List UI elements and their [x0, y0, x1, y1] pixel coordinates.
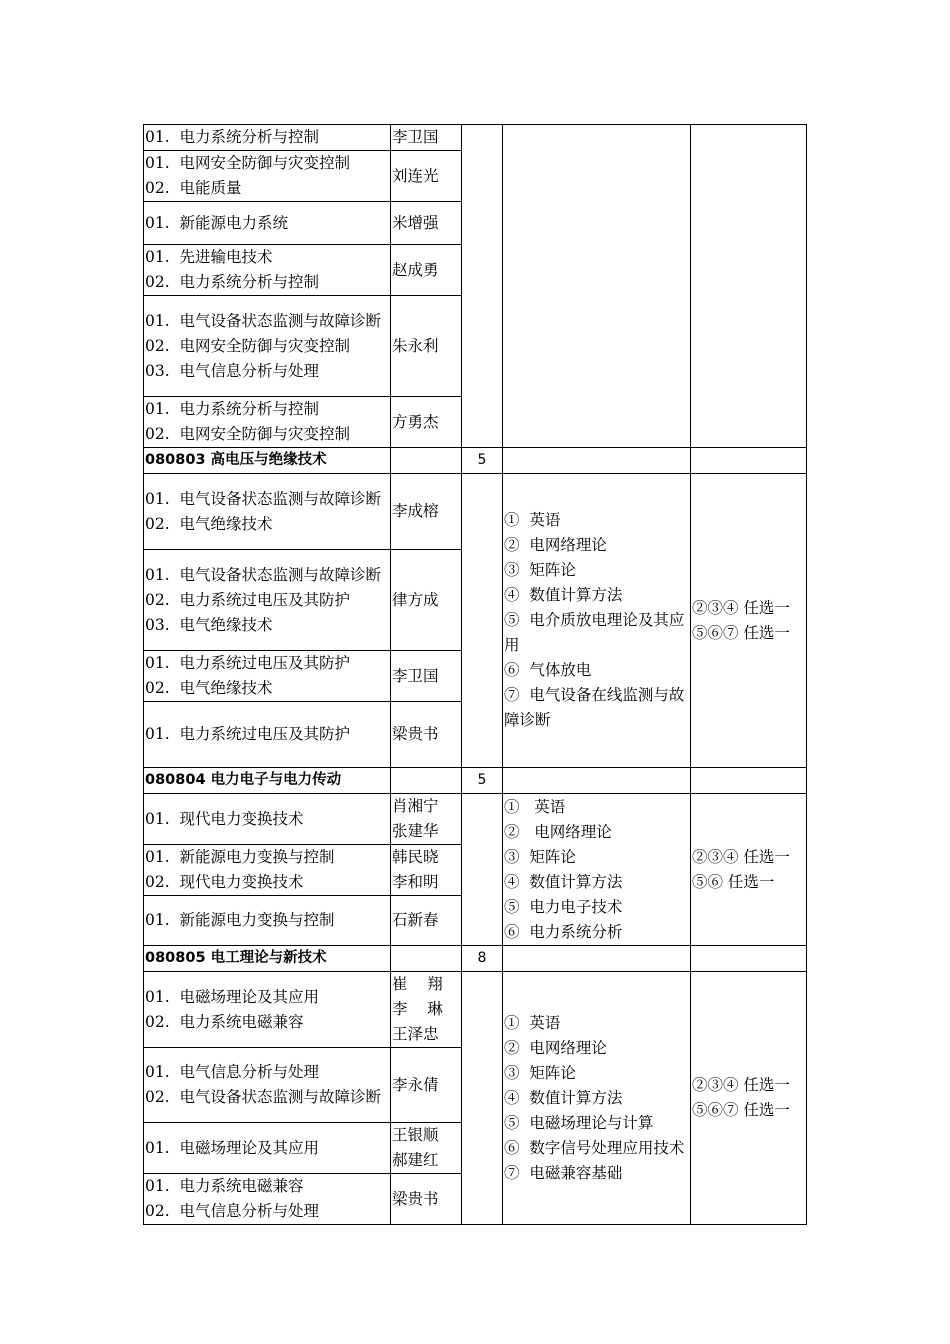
major-header-row: [144, 768, 807, 794]
enrollment-count: 5: [462, 768, 503, 794]
supervisor: 肖湘宁 张建华: [391, 794, 462, 845]
research-directions: 01. 先进输电技术 02. 电力系统分析与控制: [144, 245, 391, 296]
supervisor: 律方成: [391, 550, 462, 651]
research-directions: 01. 电力系统分析与控制: [144, 125, 391, 151]
major-title: 080804 电力电子与电力传动: [144, 768, 391, 794]
supervisor: 李卫国: [391, 651, 462, 702]
major-header-row: [144, 946, 807, 972]
research-directions: 01. 电气设备状态监测与故障诊断 02. 电网安全防御与灾变控制 03. 电气信息分析与处理: [144, 296, 391, 397]
research-directions: 01. 电力系统电磁兼容 02. 电气信息分析与处理: [144, 1174, 391, 1225]
supervisor: 方勇杰: [391, 397, 462, 448]
supervisor: 米增强: [391, 202, 462, 245]
supervisor: 李永倩: [391, 1048, 462, 1123]
major-title: 080805 电工理论与新技术: [144, 946, 391, 972]
selection-rule: ②③④ 任选一 ⑤⑥ 任选一: [691, 794, 807, 946]
selection-rule: ②③④ 任选一 ⑤⑥⑦ 任选一: [691, 474, 807, 768]
research-directions: 01. 电磁场理论及其应用: [144, 1123, 391, 1174]
research-directions: 01. 新能源电力变换与控制 02. 现代电力变换技术: [144, 845, 391, 896]
major-title: 080803 高电压与绝缘技术: [144, 448, 391, 474]
exam-courses: ① 英语 ② 电网络理论 ③ 矩阵论 ④ 数值计算方法 ⑤ 电磁场理论与计算 ⑥ 数字信号处理应用技术 ⑦ 电磁兼容基础: [503, 972, 691, 1225]
supervisor: 崔 翔 李 琳 王泽忠: [391, 972, 462, 1048]
supervisor: 梁贵书: [391, 702, 462, 768]
table-row: [144, 125, 807, 151]
research-directions: 01. 电力系统过电压及其防护: [144, 702, 391, 768]
research-directions: 01. 新能源电力系统: [144, 202, 391, 245]
research-directions: 01. 电网安全防御与灾变控制 02. 电能质量: [144, 151, 391, 202]
enrollment-count: 5: [462, 448, 503, 474]
selection-rule: ②③④ 任选一 ⑤⑥⑦ 任选一: [691, 972, 807, 1225]
major-header-row: [144, 448, 807, 474]
supervisor: 李成榕: [391, 474, 462, 550]
supervisor: 韩民晓 李和明: [391, 845, 462, 896]
table-row: [144, 794, 807, 845]
count-cell-empty: [462, 125, 503, 448]
research-directions: 01. 新能源电力变换与控制: [144, 896, 391, 946]
research-directions: 01. 现代电力变换技术: [144, 794, 391, 845]
research-directions: 01. 电磁场理论及其应用 02. 电力系统电磁兼容: [144, 972, 391, 1048]
supervisor: 刘连光: [391, 151, 462, 202]
table-row: [144, 972, 807, 1048]
research-directions: 01. 电气信息分析与处理 02. 电气设备状态监测与故障诊断: [144, 1048, 391, 1123]
courses-cell-empty: [503, 125, 691, 448]
supervisor: 朱永利: [391, 296, 462, 397]
supervisor: 赵成勇: [391, 245, 462, 296]
exam-courses: ① 英语 ② 电网络理论 ③ 矩阵论 ④ 数值计算方法 ⑤ 电介质放电理论及其应用 ⑥ 气体放电 ⑦ 电气设备在线监测与故障诊断: [503, 474, 691, 768]
exam-courses: ① 英语 ② 电网络理论 ③ 矩阵论 ④ 数值计算方法 ⑤ 电力电子技术 ⑥ 电力系统分析: [503, 794, 691, 946]
research-directions: 01. 电气设备状态监测与故障诊断 02. 电气绝缘技术: [144, 474, 391, 550]
rule-cell-empty: [691, 125, 807, 448]
research-directions: 01. 电力系统分析与控制 02. 电网安全防御与灾变控制: [144, 397, 391, 448]
supervisor: 梁贵书: [391, 1174, 462, 1225]
research-directions: 01. 电力系统过电压及其防护 02. 电气绝缘技术: [144, 651, 391, 702]
enrollment-count: 8: [462, 946, 503, 972]
supervisor: 石新春: [391, 896, 462, 946]
supervisor: 王银顺 郝建红: [391, 1123, 462, 1174]
program-table: [143, 124, 807, 1225]
supervisor: 李卫国: [391, 125, 462, 151]
table-row: [144, 474, 807, 550]
research-directions: 01. 电气设备状态监测与故障诊断 02. 电力系统过电压及其防护 03. 电气绝缘技术: [144, 550, 391, 651]
